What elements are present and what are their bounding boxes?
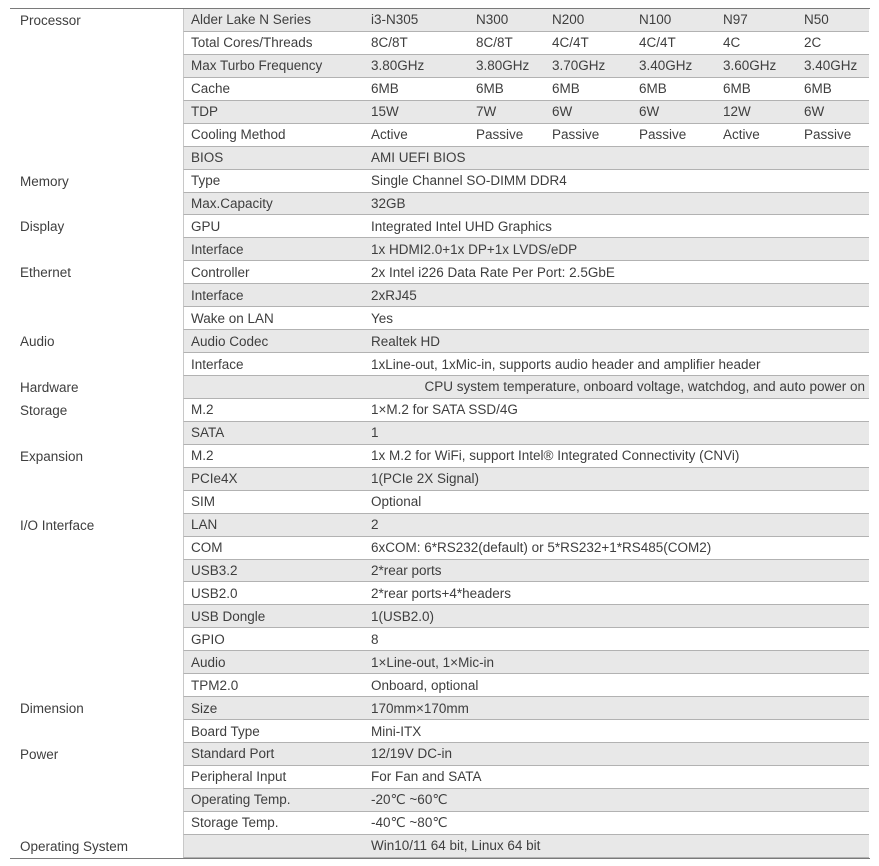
spec-value: Onboard, optional — [371, 677, 479, 693]
category-label: Audio — [20, 334, 55, 350]
spec-value: 3.60GHz — [723, 58, 777, 74]
spec-value: 6W — [552, 104, 573, 120]
spec-value: 15W — [371, 104, 399, 120]
spec-value: 6MB — [804, 81, 832, 97]
table-row — [10, 101, 870, 124]
spec-value: 1x M.2 for WiFi, support Intel® Integrated Connectivity (CNVi) — [371, 448, 740, 464]
table-row — [10, 628, 870, 651]
spec-value: 4C/4T — [552, 35, 589, 51]
spec-value: 4C — [723, 35, 741, 51]
spec-value: 6MB — [371, 81, 399, 97]
spec-name: Operating Temp. — [191, 792, 291, 808]
spec-value: Integrated Intel UHD Graphics — [371, 218, 552, 234]
spec-band — [183, 560, 869, 583]
table-row — [10, 766, 870, 789]
table-row — [10, 422, 870, 445]
spec-band — [183, 789, 869, 812]
spec-name: Board Type — [191, 723, 260, 739]
spec-band — [183, 193, 869, 216]
table-row — [10, 353, 870, 376]
table-row — [10, 307, 870, 330]
category-label: Power — [20, 746, 59, 762]
spec-name: Total Cores/Threads — [191, 35, 313, 51]
spec-value: 1xLine-out, 1xMic-in, supports audio header and amplifier header — [371, 356, 761, 372]
table-row — [10, 147, 870, 170]
spec-value: 32GB — [371, 195, 406, 211]
spec-band — [183, 261, 869, 284]
spec-value: Win10/11 64 bit, Linux 64 bit — [371, 838, 541, 854]
spec-value: 7W — [476, 104, 497, 120]
spec-value: i3-N305 — [371, 12, 419, 28]
spec-value: N100 — [639, 12, 672, 28]
spec-value: 1×M.2 for SATA SSD/4G — [371, 402, 518, 418]
spec-band — [183, 697, 869, 720]
spec-value: 1(USB2.0) — [371, 608, 435, 624]
spec-band — [183, 582, 869, 605]
spec-name: Max Turbo Frequency — [191, 58, 323, 74]
category-label: Hardware — [20, 379, 79, 395]
table-row — [10, 261, 870, 284]
spec-value: Yes — [371, 310, 394, 326]
spec-name: BIOS — [191, 150, 224, 166]
spec-band — [183, 32, 869, 55]
spec-value: Passive — [476, 127, 524, 143]
spec-value: 3.40GHz — [639, 58, 693, 74]
table-row — [10, 330, 870, 353]
spec-value: 2*rear ports+4*headers — [371, 585, 511, 601]
category-label: Storage — [20, 402, 68, 418]
spec-value: -20℃ ~60℃ — [371, 791, 448, 807]
table-row — [10, 560, 870, 583]
table-row — [10, 445, 870, 468]
spec-band — [183, 147, 869, 170]
spec-band — [183, 238, 869, 261]
spec-name: PCIe4X — [191, 471, 238, 487]
spec-value: Passive — [552, 127, 600, 143]
spec-name: Size — [191, 700, 218, 716]
spec-value: 2x Intel i226 Data Rate Per Port: 2.5GbE — [371, 264, 615, 280]
spec-name: Audio Codec — [191, 333, 269, 349]
table-row — [10, 193, 870, 216]
spec-value: Mini-ITX — [371, 723, 422, 739]
spec-name: GPIO — [191, 631, 225, 647]
spec-value: 2xRJ45 — [371, 287, 417, 303]
spec-value: 6MB — [723, 81, 751, 97]
spec-band — [183, 215, 869, 238]
spec-value: 8 — [371, 631, 379, 647]
spec-value: 6MB — [552, 81, 580, 97]
spec-value: 6W — [639, 104, 660, 120]
spec-band — [183, 514, 869, 537]
category-label: Display — [20, 219, 65, 235]
table-row — [10, 399, 870, 422]
spec-value: 12W — [723, 104, 751, 120]
spec-band — [183, 330, 869, 353]
spec-value: AMI UEFI BIOS — [371, 150, 466, 166]
spec-value: 1x HDMI2.0+1x DP+1x LVDS/eDP — [371, 241, 578, 257]
category-label: Processor — [20, 12, 81, 28]
table-row — [10, 376, 870, 399]
spec-value: 170mm×170mm — [371, 700, 469, 716]
spec-name: Controller — [191, 264, 250, 280]
spec-band — [183, 399, 869, 422]
spec-band — [183, 445, 869, 468]
spec-value: Active — [723, 127, 760, 143]
table-row — [10, 812, 870, 835]
spec-value: 8C/8T — [371, 35, 408, 51]
spec-name: TPM2.0 — [191, 677, 239, 693]
table-row — [10, 582, 870, 605]
spec-value: 6MB — [639, 81, 667, 97]
spec-name: Interface — [191, 356, 244, 372]
spec-value: 6MB — [476, 81, 504, 97]
spec-band — [183, 468, 869, 491]
category-label: Expansion — [20, 448, 84, 464]
spec-value: 1(PCIe 2X Signal) — [371, 471, 480, 487]
table-row — [10, 651, 870, 674]
spec-name: Standard Port — [191, 746, 275, 762]
table-row — [10, 537, 870, 560]
spec-value: CPU system temperature, onboard voltage, watchdog, and auto power on — [424, 379, 865, 395]
spec-band — [183, 766, 869, 789]
spec-name: M.2 — [191, 402, 214, 418]
spec-name: GPU — [191, 218, 221, 234]
spec-value: 6xCOM: 6*RS232(default) or 5*RS232+1*RS485(COM2) — [371, 540, 712, 556]
spec-band — [183, 720, 869, 743]
spec-name: USB3.2 — [191, 562, 238, 578]
spec-value: 2*rear ports — [371, 562, 442, 578]
table-row — [10, 9, 870, 32]
spec-band — [183, 422, 869, 445]
spec-value: 12/19V DC-in — [371, 746, 453, 762]
spec-band — [183, 170, 869, 193]
spec-name: Interface — [191, 287, 244, 303]
table-row — [10, 835, 870, 858]
table-row — [10, 170, 870, 193]
spec-name: USB Dongle — [191, 608, 266, 624]
spec-band — [183, 628, 869, 651]
spec-value: Active — [371, 127, 408, 143]
table-row — [10, 32, 870, 55]
spec-name: Storage Temp. — [191, 815, 279, 831]
spec-name: SIM — [191, 494, 216, 510]
spec-value: N200 — [552, 12, 585, 28]
spec-value: 6W — [804, 104, 825, 120]
spec-name: Cooling Method — [191, 127, 286, 143]
spec-name: Peripheral Input — [191, 769, 287, 785]
spec-name: Audio — [191, 654, 226, 670]
spec-band — [183, 605, 869, 628]
spec-value: Passive — [639, 127, 687, 143]
spec-value: 2C — [804, 35, 822, 51]
spec-band — [183, 674, 869, 697]
spec-name: Wake on LAN — [191, 310, 274, 326]
table-row — [10, 238, 870, 261]
spec-band — [183, 491, 869, 514]
table-row — [10, 284, 870, 307]
spec-value: 3.70GHz — [552, 58, 606, 74]
spec-value: Realtek HD — [371, 333, 441, 349]
spec-value: 8C/8T — [476, 35, 513, 51]
spec-name: Cache — [191, 81, 231, 97]
spec-band — [183, 78, 869, 101]
table-row — [10, 720, 870, 743]
spec-name: SATA — [191, 425, 225, 441]
table-row — [10, 674, 870, 697]
category-label: Memory — [20, 173, 69, 189]
spec-name: Alder Lake N Series — [191, 12, 312, 28]
spec-name: TDP — [191, 104, 218, 120]
spec-band — [183, 124, 869, 147]
spec-band — [183, 353, 869, 376]
spec-band — [183, 537, 869, 560]
spec-name: M.2 — [191, 448, 214, 464]
table-row — [10, 605, 870, 628]
spec-value: 3.80GHz — [476, 58, 530, 74]
spec-band — [183, 835, 869, 858]
spec-value: N300 — [476, 12, 509, 28]
spec-name: Type — [191, 173, 221, 189]
spec-value: 4C/4T — [639, 35, 676, 51]
spec-band — [183, 307, 869, 330]
spec-name: COM — [191, 540, 223, 556]
spec-value: Passive — [804, 127, 852, 143]
table-row — [10, 789, 870, 812]
spec-table — [10, 8, 870, 859]
spec-band — [183, 9, 869, 32]
table-row — [10, 124, 870, 147]
category-label: I/O Interface — [20, 517, 95, 533]
table-row — [10, 468, 870, 491]
spec-value: 1×Line-out, 1×Mic-in — [371, 654, 495, 670]
table-row — [10, 697, 870, 720]
spec-band — [183, 101, 869, 124]
table-row — [10, 215, 870, 238]
spec-name: LAN — [191, 517, 218, 533]
spec-value: -40℃ ~80℃ — [371, 814, 448, 830]
spec-value: 2 — [371, 517, 379, 533]
spec-value: Optional — [371, 494, 422, 510]
spec-band — [183, 376, 869, 399]
table-row — [10, 743, 870, 766]
spec-value: N50 — [804, 12, 829, 28]
spec-value: For Fan and SATA — [371, 769, 482, 785]
category-label: Operating System — [20, 838, 129, 854]
category-label: Dimension — [20, 701, 84, 717]
spec-band — [183, 55, 869, 78]
table-row — [10, 514, 870, 537]
spec-value: N97 — [723, 12, 748, 28]
spec-band — [183, 284, 869, 307]
spec-band — [183, 743, 869, 766]
table-row — [10, 491, 870, 514]
spec-name: Max.Capacity — [191, 195, 273, 211]
category-label: Ethernet — [20, 265, 72, 281]
spec-name: USB2.0 — [191, 585, 238, 601]
table-row — [10, 78, 870, 101]
spec-value: Single Channel SO-DIMM DDR4 — [371, 173, 567, 189]
spec-value: 3.40GHz — [804, 58, 858, 74]
table-row — [10, 55, 870, 78]
spec-name: Interface — [191, 241, 244, 257]
spec-value: 1 — [371, 425, 379, 441]
spec-value: 3.80GHz — [371, 58, 425, 74]
spec-band — [183, 651, 869, 674]
spec-band — [183, 812, 869, 835]
